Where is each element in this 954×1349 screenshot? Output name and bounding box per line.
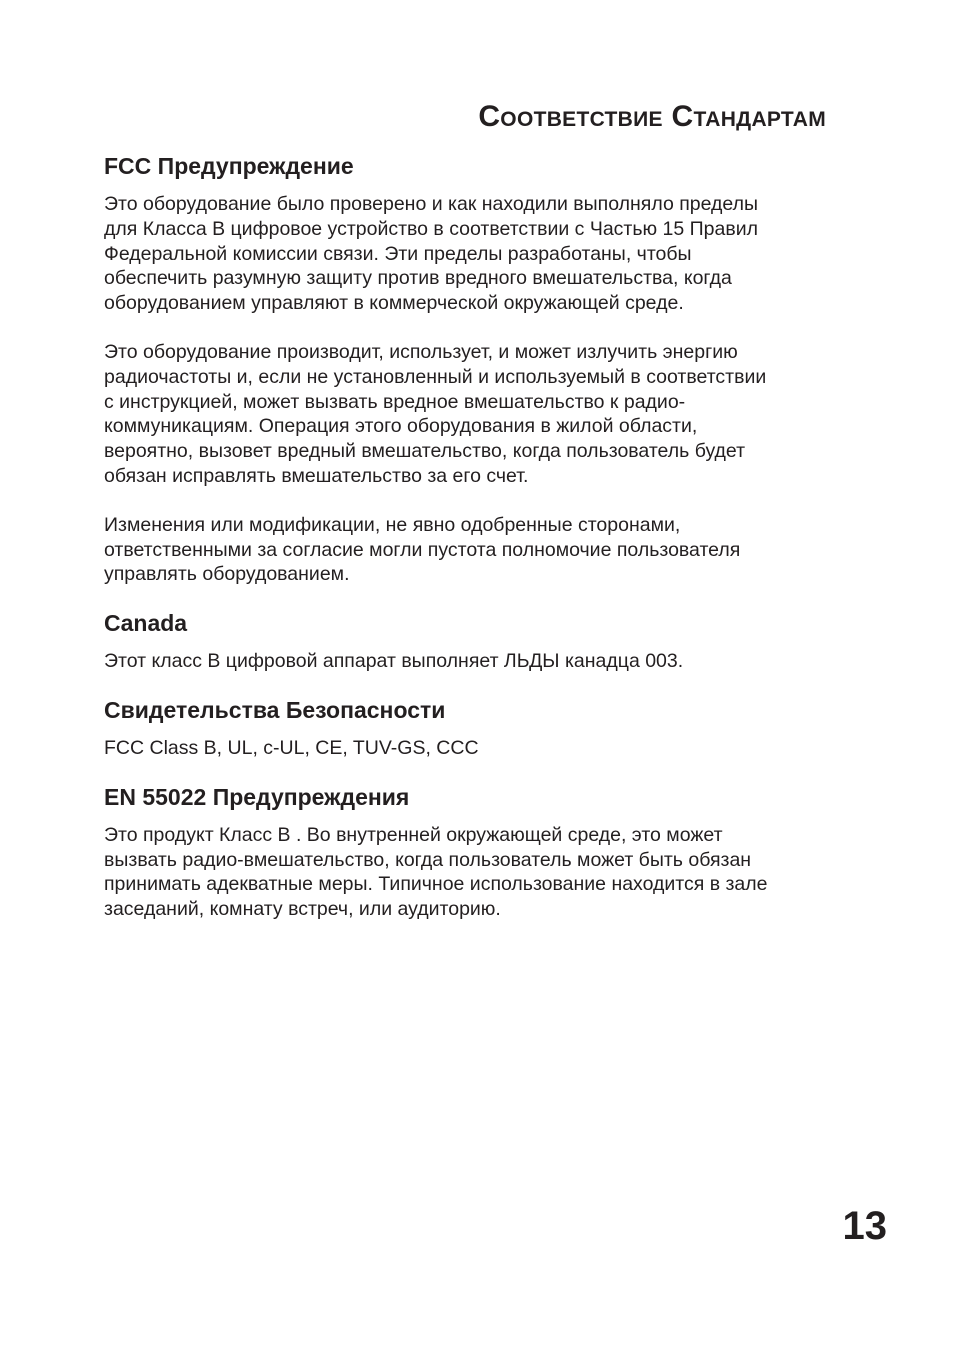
page-title: Соответствие Стандартам (478, 100, 826, 133)
paragraph-en55022: Это продукт Класс B . Во внутренней окружающей среде, это может вызвать радио-вмешательство, когда пользователь может быть обязан принимать адекватные меры. Типичное использование находится в зале заседаний, комнату встреч, или аудиторию. (104, 823, 768, 921)
paragraph-canada: Этот класс B цифровой аппарат выполняет ЛЬДЫ канадца 003. (104, 650, 684, 673)
paragraph-fcc-limits: Это оборудование было проверено и как находили выполняло пределы для Класса B цифровое устройство в соответствии с Частью 15 Правил Федеральной комиссии связи. Эти пределы разработаны, чтобы обеспечить разумную защиту против вредного вмешательства, когда оборудованием управляют в коммерческой окружающей среде. (104, 193, 759, 315)
paragraph-fcc-modifications: Изменения или модификации, не явно одобренные сторонами, ответственными за согласие могли пустота полномочие пользователя управлять оборудованием. (104, 513, 741, 586)
document-body (104, 150, 824, 922)
paragraph-safety: FCC Class B, UL, c-UL, CE, TUV-GS, CCC (104, 736, 479, 759)
section-heading-en55022: EN 55022 Предупреждения (104, 783, 410, 810)
section-fcc-warning (104, 150, 824, 587)
paragraph-fcc-interference: Это оборудование производит, использует, и может излучить энергию радиочастоты и, если не установленный и используемый в соответствии с инструкцией, может вызвать вредное вмешательство к радио- коммуникациям. Операция этого оборудования в жилой области, вероятно, вызовет вредный вмешательство, когда пользователь будет обязан исправлять вмешательство за его счет. (104, 340, 767, 487)
section-safety-certificates (104, 694, 824, 761)
section-heading-fcc: FCC Предупреждение (104, 153, 354, 179)
section-en55022-warning (104, 781, 824, 922)
section-heading-safety: Свидетельства Безопасности (104, 696, 446, 723)
page-number: 13 (842, 1204, 887, 1248)
section-canada (104, 607, 824, 674)
section-heading-canada: Canada (104, 610, 188, 637)
